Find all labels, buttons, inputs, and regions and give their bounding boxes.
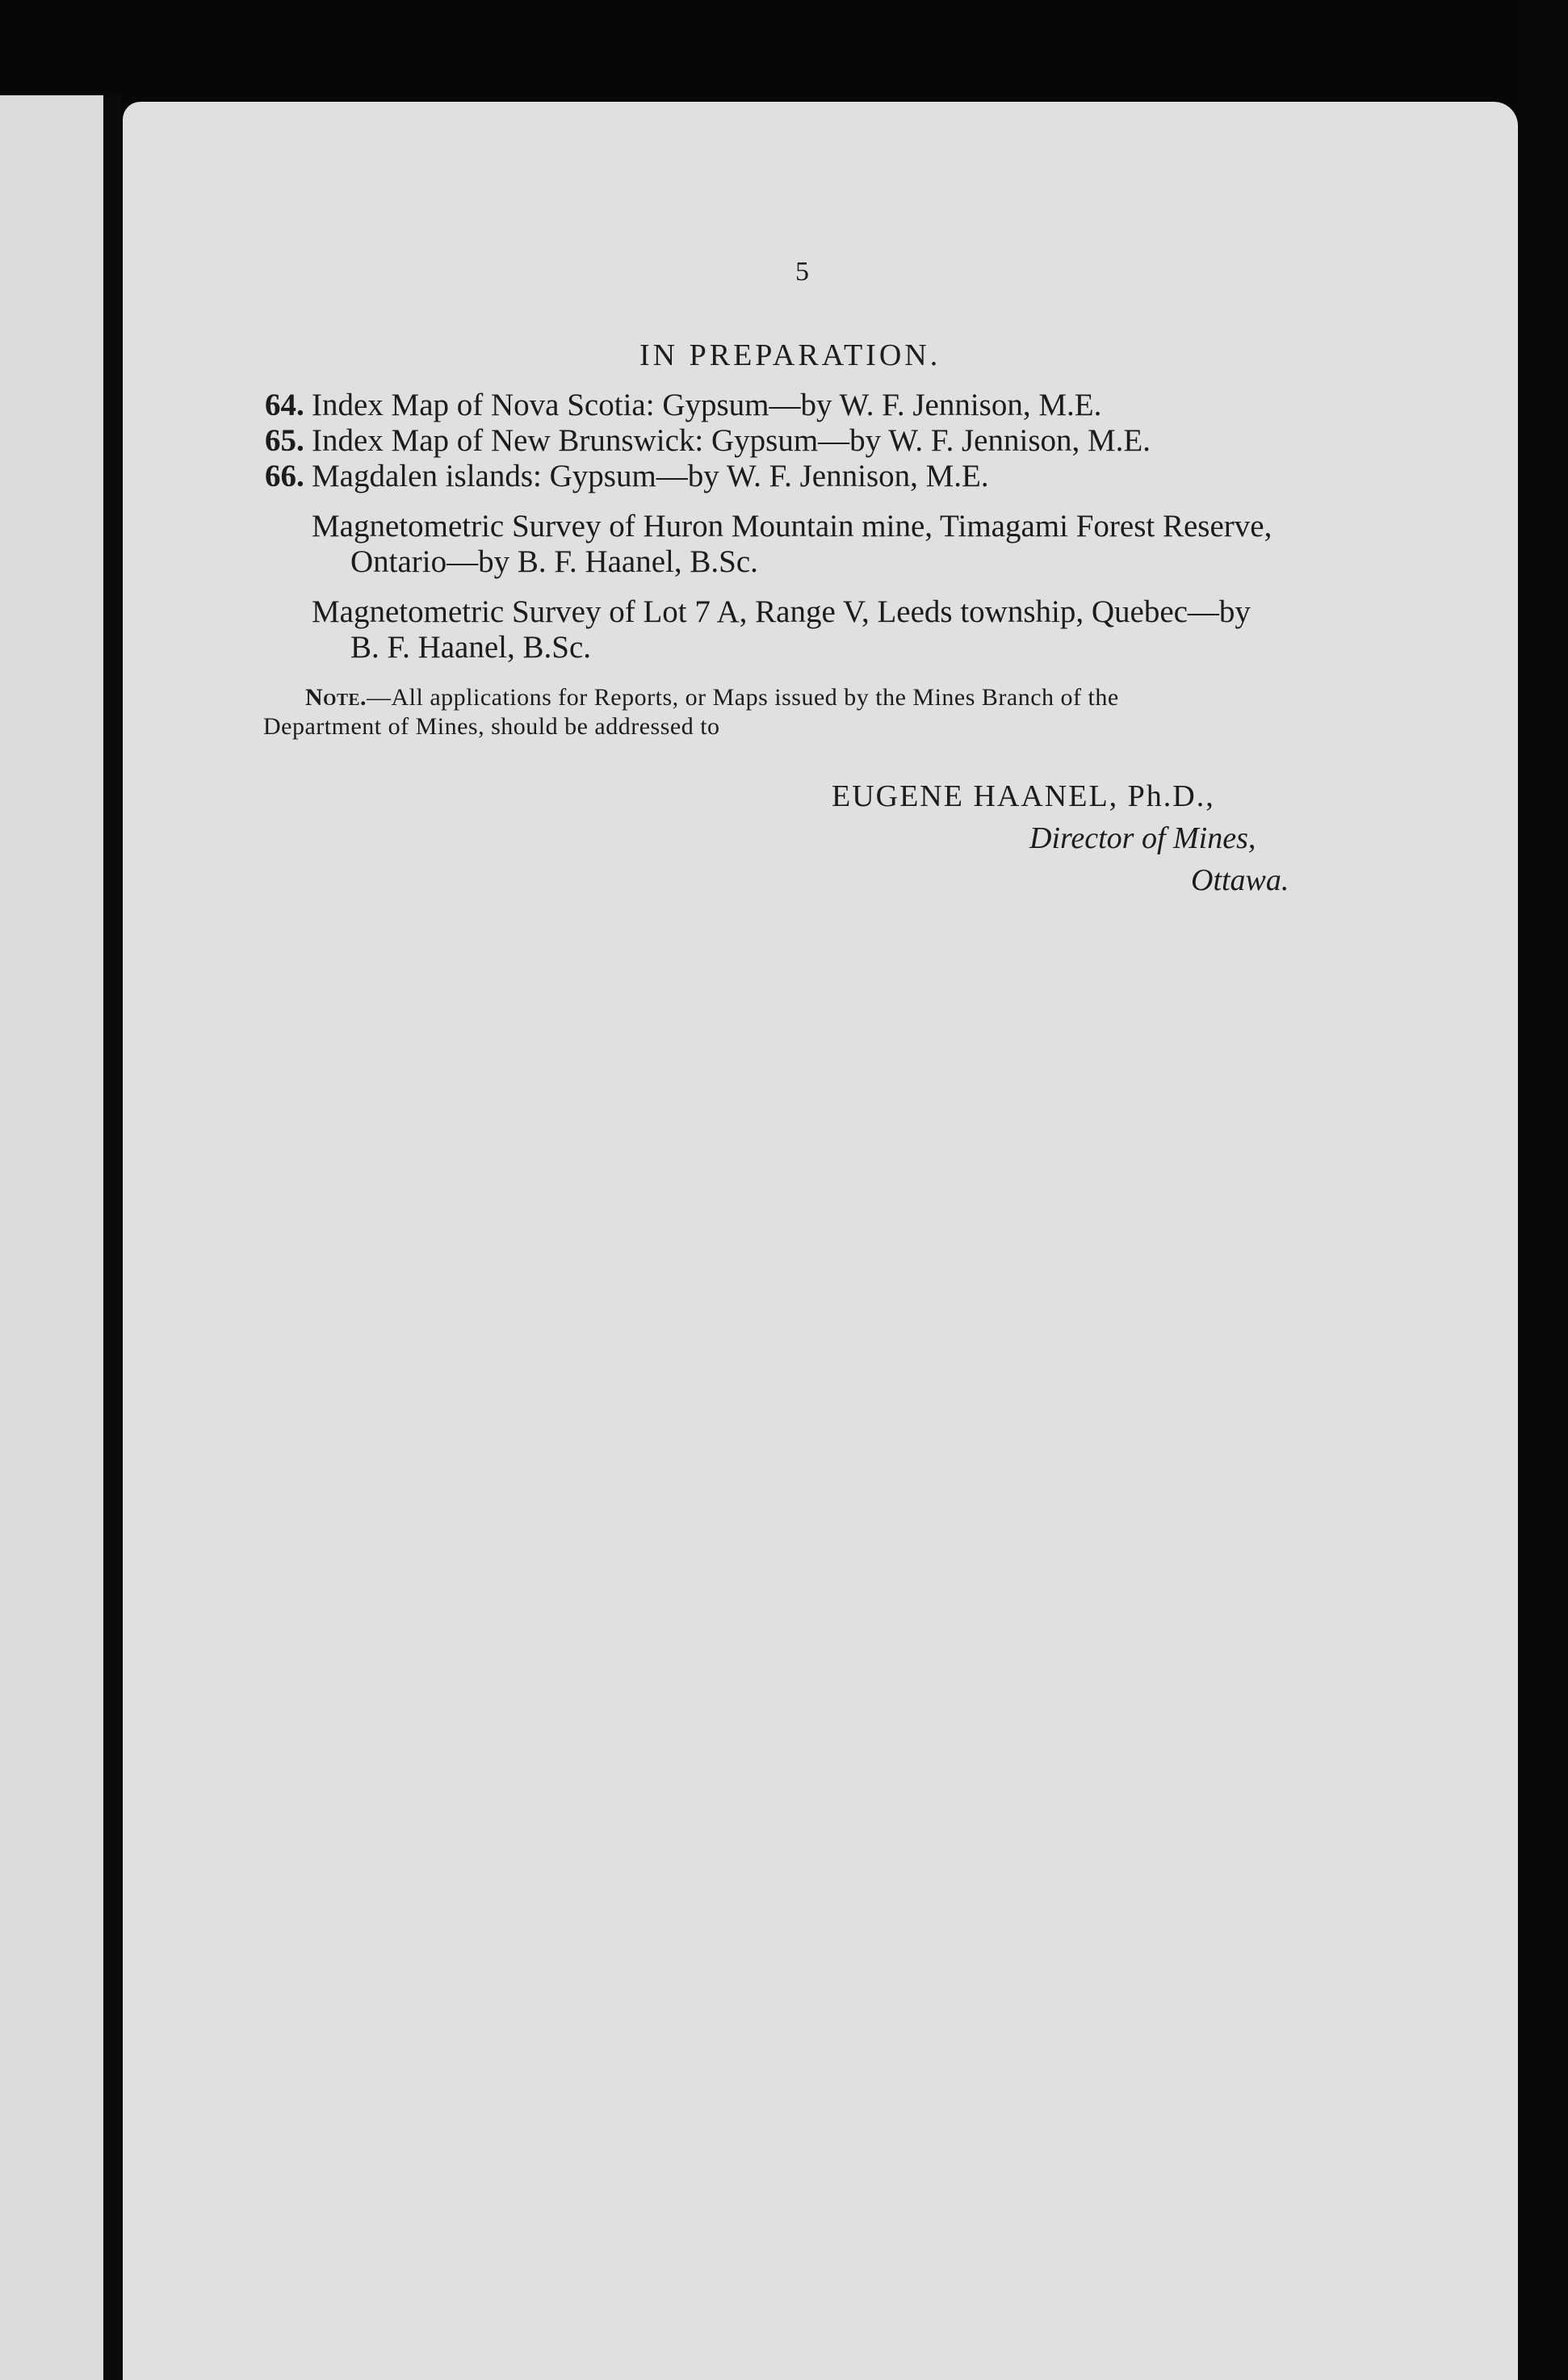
entry-text-line: Ontario—by B. F. Haanel, B.Sc. (350, 544, 758, 579)
entry-text: Index Map of New Brunswick: Gypsum—by W. F. Jennison, M.E. (312, 423, 1151, 458)
note-text: —All applications for Reports, or Maps issued by the Mines Branch of the (367, 684, 1119, 711)
unnumbered-entry (312, 594, 1339, 665)
note-line (263, 683, 1337, 712)
publication-entry (265, 459, 1339, 494)
entry-text: Index Map of Nova Scotia: Gypsum—by W. F. Jennison, M.E. (312, 388, 1102, 422)
publication-entry (265, 423, 1339, 459)
entry-text: Magdalen islands: Gypsum—by W. F. Jennison, M.E. (312, 459, 989, 493)
publication-list (265, 388, 1339, 665)
signatory-title: Director of Mines, (1029, 821, 1256, 855)
note-line: Department of Mines, should be addressed to (263, 713, 720, 740)
address-note (263, 683, 1337, 741)
entry-number: 65. (265, 423, 304, 458)
entry-text-line: Magnetometric Survey of Huron Mountain mine, Timagami Forest Reserve, (312, 509, 1272, 544)
page-number: 5 (795, 257, 810, 287)
entry-number: 64. (265, 388, 304, 422)
entry-text-line: Magnetometric Survey of Lot 7 A, Range V, Leeds township, Quebec—by (312, 594, 1251, 629)
publication-entry (265, 388, 1339, 423)
book-spine-line (107, 95, 121, 2380)
scan-left-margin (0, 95, 103, 2380)
entry-text-line: B. F. Haanel, B.Sc. (350, 630, 592, 665)
scan-right-margin (1518, 0, 1568, 2380)
entry-number: 66. (265, 459, 304, 493)
signatory-name: EUGENE HAANEL, Ph.D., (832, 779, 1215, 813)
signatory-place: Ottawa. (1191, 863, 1289, 897)
note-label: Note. (305, 684, 367, 711)
signature-block (832, 775, 1348, 901)
section-heading: IN PREPARATION. (639, 338, 941, 372)
unnumbered-entry (312, 509, 1339, 580)
